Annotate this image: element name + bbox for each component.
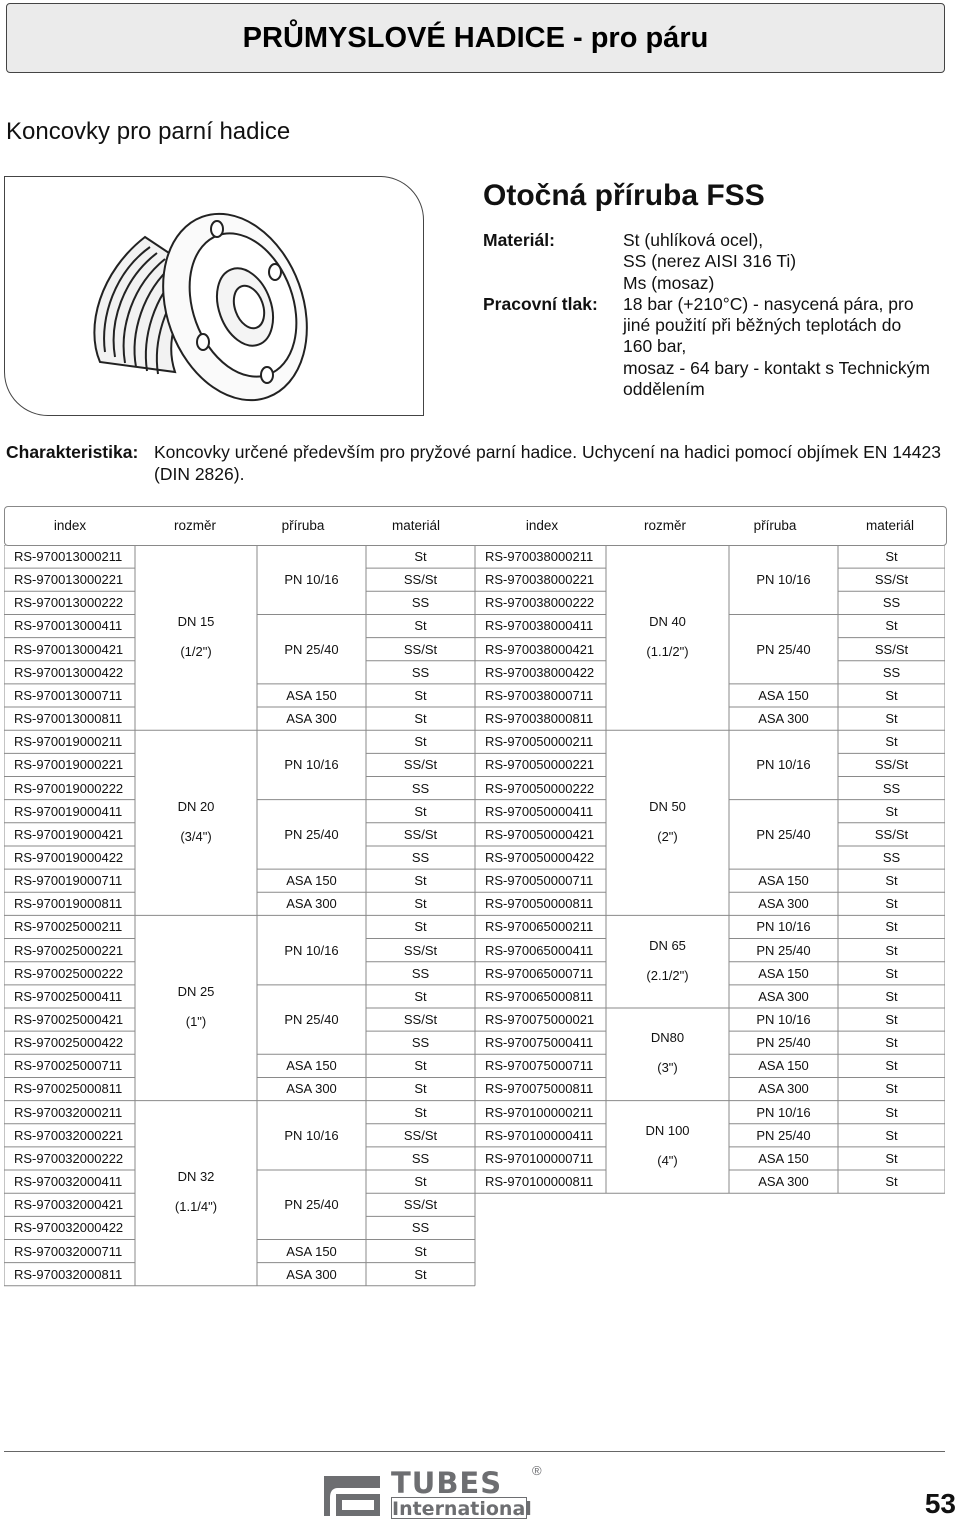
table-index-cell: RS-970038000711 [485, 687, 594, 703]
table-flange-cell: PN 10/16 [756, 1012, 811, 1027]
characteristics-label: Charakteristika: [6, 442, 139, 462]
logo-mark-icon [320, 1466, 386, 1520]
table-flange-cell: ASA 300 [286, 1081, 337, 1097]
table-index-cell: RS-970013000211 [14, 549, 123, 564]
table-index-cell: RS-970075000811 [485, 1081, 594, 1097]
table-material-cell: St [414, 919, 427, 935]
table-index-cell: RS-970013000411 [14, 618, 123, 634]
pressure-line: oddělením [623, 379, 705, 400]
table-material-cell: St [414, 618, 427, 634]
table-material-cell: St [885, 942, 898, 958]
col-header-size: rozměr [173, 518, 216, 533]
size-label: (1.1/4") [174, 1199, 218, 1215]
table-material-cell: St [885, 919, 898, 935]
table-flange-cell: PN 25/40 [284, 641, 339, 657]
table-material-cell: SS [411, 595, 430, 611]
material-label: Materiál: [483, 230, 555, 250]
table-material-cell: St [885, 711, 898, 727]
table-material-cell: St [885, 734, 898, 750]
table-flange-cell: ASA 150 [758, 1058, 809, 1074]
table-flange-cell: PN 10/16 [756, 1104, 811, 1120]
table-flange-cell: ASA 150 [758, 965, 809, 981]
col-header-size: rozměr [643, 518, 686, 533]
table-header [4, 506, 947, 546]
table-index-cell: RS-970032000411 [14, 1174, 123, 1190]
table-flange-cell: ASA 300 [758, 896, 809, 912]
table-flange-cell: PN 25/40 [756, 826, 811, 842]
table-index-cell: RS-970050000811 [485, 896, 594, 912]
table-flange-cell: ASA 300 [286, 1266, 337, 1282]
table-material-cell: SS/St [874, 826, 909, 842]
table-index-cell: RS-970019000421 [14, 826, 124, 842]
size-label: (3/4") [180, 828, 212, 844]
table-material-cell: St [885, 1127, 898, 1143]
table-flange-cell: ASA 150 [758, 687, 809, 703]
footer-divider [4, 1451, 945, 1452]
table-index-cell: RS-970075000021 [485, 1012, 595, 1027]
table-flange-cell: PN 25/40 [756, 641, 811, 657]
table-material-cell: St [414, 896, 427, 912]
section-title: Koncovky pro parní hadice [6, 118, 291, 145]
table-index-cell: RS-970025000211 [14, 919, 123, 935]
table-index-cell: RS-970013000422 [14, 664, 124, 680]
size-label: DN 100 [645, 1122, 690, 1138]
table-index-cell: RS-970013000711 [14, 687, 123, 703]
size-label: (4") [657, 1152, 678, 1168]
table-index-cell: RS-970038000222 [485, 595, 595, 611]
table-material-cell: St [885, 1058, 898, 1074]
table-material-cell: SS/St [403, 757, 438, 773]
table-material-cell: SS [411, 1220, 430, 1236]
registered-mark: ® [532, 1463, 542, 1478]
tubes-logo [320, 1463, 550, 1522]
table-material-cell: St [885, 803, 898, 819]
page-number: 53 [924, 1488, 956, 1519]
table-index-cell: RS-970032000421 [14, 1197, 124, 1213]
page-header [6, 3, 945, 73]
table-material-cell: St [885, 687, 898, 703]
size-label: (1/2") [180, 643, 212, 659]
table-material-cell: St [885, 549, 898, 564]
size-label: DN 32 [177, 1169, 215, 1185]
table-flange-cell: PN 10/16 [756, 572, 811, 588]
table-flange-cell: PN 10/16 [756, 919, 811, 935]
table-index-cell: RS-970019000221 [14, 757, 124, 773]
table-material-cell: SS [411, 1035, 430, 1051]
size-label: (1") [185, 1014, 207, 1029]
pressure-line: jiné použití při běžných teplotách do [623, 315, 902, 336]
flange-illustration [5, 177, 423, 415]
size-label: DN 25 [177, 984, 215, 999]
table-index-cell: RS-970050000211 [485, 734, 594, 750]
table-material-cell: St [414, 734, 427, 750]
table-index-cell: RS-970038000422 [485, 664, 595, 680]
table-index-cell: RS-970038000421 [485, 641, 595, 657]
table-index-cell: RS-970100000211 [485, 1104, 594, 1120]
table-flange-cell: ASA 300 [758, 711, 809, 727]
material-line: Ms (mosaz) [623, 272, 715, 293]
table-index-cell: RS-970013000811 [14, 711, 123, 727]
table-index-cell: RS-970025000221 [14, 942, 124, 958]
size-label: DN 40 [649, 613, 686, 629]
table-material-cell: St [414, 988, 427, 1004]
table-index-cell: RS-970013000421 [14, 641, 124, 657]
table-index-cell: RS-970050000422 [485, 849, 595, 865]
table-material-cell: SS [882, 780, 901, 796]
table-index-cell: RS-970019000811 [14, 896, 123, 912]
table-flange-cell: ASA 300 [286, 896, 337, 912]
table-index-cell: RS-970100000811 [485, 1174, 594, 1190]
table-index-cell: RS-970038000411 [485, 618, 594, 634]
table-flange-cell: PN 25/40 [756, 1035, 811, 1051]
table-index-cell: RS-970038000221 [485, 572, 595, 588]
table-material-cell: SS/St [403, 1012, 438, 1027]
col-header-material: materiál [391, 518, 440, 533]
pressure-line: 18 bar (+210°C) - nasycená pára, pro [623, 293, 914, 314]
table-material-cell: SS/St [403, 1127, 438, 1143]
table-flange-cell: PN 25/40 [284, 1012, 339, 1027]
table-index-cell: RS-970032000221 [14, 1127, 124, 1143]
table-index-cell: RS-970065000211 [485, 919, 594, 935]
table-material-cell: SS [411, 1150, 430, 1166]
table-index-cell: RS-970032000422 [14, 1220, 124, 1236]
size-label: (2.1/2") [646, 967, 689, 983]
table-flange-cell: PN 10/16 [284, 1127, 339, 1143]
table-index-cell: RS-970038000811 [485, 711, 594, 727]
table-material-cell: St [414, 1081, 427, 1097]
table-index-cell: RS-970065000411 [485, 942, 594, 958]
table-material-cell: St [414, 1243, 427, 1259]
table-flange-cell: ASA 300 [758, 988, 809, 1004]
material-values [623, 230, 953, 294]
table-flange-cell: ASA 300 [758, 1174, 809, 1190]
table-material-cell: SS [411, 780, 430, 796]
table-index-cell: RS-970032000811 [14, 1266, 123, 1282]
table-material-cell: SS/St [403, 1197, 438, 1213]
table-index-cell: RS-970100000411 [485, 1127, 594, 1143]
table-material-cell: St [885, 1150, 898, 1166]
table-index-cell: RS-970025000711 [14, 1058, 123, 1074]
table-index-cell: RS-970019000422 [14, 849, 124, 865]
table-index-cell: RS-970025000422 [14, 1035, 124, 1051]
table-index-cell: RS-970050000411 [485, 803, 594, 819]
pressure-line: mosaz - 64 bary - kontakt s Technickým [623, 357, 931, 378]
table-index-cell: RS-970019000411 [14, 803, 123, 819]
table-flange-cell: PN 25/40 [756, 1127, 811, 1143]
size-label: DN80 [650, 1030, 685, 1046]
size-label: DN 15 [177, 613, 215, 629]
table-index-cell: RS-970025000811 [14, 1081, 123, 1097]
table-flange-cell: ASA 150 [286, 1243, 337, 1259]
table-material-cell: St [885, 618, 898, 634]
table-flange-cell: PN 10/16 [284, 572, 339, 588]
table-material-cell: St [885, 1035, 898, 1051]
table-flange-cell: ASA 150 [286, 873, 337, 889]
size-label: DN 20 [177, 798, 215, 814]
table-material-cell: SS [882, 849, 901, 865]
table-material-cell: SS [411, 849, 430, 865]
table-flange-cell: PN 10/16 [284, 757, 339, 773]
table-material-cell: St [414, 803, 427, 819]
table-flange-cell: ASA 150 [758, 873, 809, 889]
table-index-cell: RS-970075000711 [485, 1058, 594, 1074]
table-index-cell: RS-970025000222 [14, 965, 124, 981]
table-material-cell: SS/St [874, 757, 909, 773]
table-material-cell: SS/St [403, 641, 438, 657]
col-header-material: materiál [865, 518, 914, 533]
table-material-cell: St [885, 988, 898, 1004]
table-material-cell: St [414, 687, 427, 703]
table-material-cell: SS [411, 965, 430, 981]
size-label: (3") [657, 1060, 678, 1076]
table-material-cell: St [414, 549, 427, 564]
table-material-cell: SS/St [403, 826, 438, 842]
characteristics-text: Koncovky určené především pro pryžové parní hadice. Uchycení na hadici pomocí objímek EN 14423 (DIN 2826). [154, 442, 941, 484]
logo-sub-text: International [392, 1498, 532, 1520]
table-material-cell: St [414, 1174, 427, 1190]
table-index-cell: RS-970019000222 [14, 780, 124, 796]
size-label: (1.1/2") [646, 643, 689, 659]
characteristics [6, 441, 954, 485]
table-flange-cell: PN 10/16 [756, 757, 811, 773]
material-line: St (uhlíková ocel), [623, 230, 764, 250]
table-index-cell: RS-970050000221 [485, 757, 595, 773]
pressure-label: Pracovní tlak: [483, 293, 598, 314]
table-index-cell: RS-970013000221 [14, 572, 124, 588]
table-index-cell: RS-970075000411 [485, 1035, 594, 1051]
table-index-cell: RS-970019000211 [14, 734, 123, 750]
table-material-cell: SS/St [874, 572, 909, 588]
pressure-values [623, 294, 953, 400]
product-image-frame [4, 176, 424, 416]
table-flange-cell: ASA 300 [758, 1081, 809, 1097]
table-material-cell: SS [882, 595, 901, 611]
logo-main-text: TUBES [391, 1466, 503, 1500]
table-flange-cell: ASA 150 [758, 1150, 809, 1166]
table-material-cell: St [414, 1266, 427, 1282]
product-specs [483, 230, 953, 400]
material-line: SS (nerez AISI 316 Ti) [623, 251, 797, 272]
table-flange-cell: ASA 150 [286, 1058, 337, 1074]
product-table [4, 545, 945, 1285]
table-index-cell: RS-970032000711 [14, 1243, 123, 1259]
table-index-cell: RS-970050000711 [485, 873, 594, 889]
table-index-cell: RS-970032000211 [14, 1104, 123, 1120]
table-index-cell: RS-970025000411 [14, 988, 123, 1004]
table-flange-cell: PN 25/40 [284, 826, 339, 842]
table-index-cell: RS-970025000421 [14, 1012, 124, 1027]
page-title: PRŮMYSLOVÉ HADICE - pro páru [242, 21, 709, 54]
table-material-cell: SS/St [403, 942, 438, 958]
product-title: Otočná příruba FSS [483, 179, 765, 212]
table-index-cell: RS-970065000811 [485, 988, 594, 1004]
col-header-flange: příruba [753, 518, 797, 533]
size-label: DN 50 [649, 798, 686, 814]
table-material-cell: SS [411, 664, 430, 680]
table-index-cell: RS-970100000711 [485, 1150, 594, 1166]
table-material-cell: St [885, 873, 898, 889]
table-flange-cell: ASA 300 [286, 711, 337, 727]
table-index-cell: RS-970065000711 [485, 965, 594, 981]
size-label: DN 65 [649, 937, 686, 953]
table-material-cell: St [885, 896, 898, 912]
pressure-spec [483, 294, 953, 400]
table-flange-cell: PN 25/40 [284, 1197, 339, 1213]
col-header-index: index [53, 518, 87, 533]
table-flange-cell: ASA 150 [286, 687, 337, 703]
table-index-cell: RS-970019000711 [14, 873, 123, 889]
table-material-cell: St [414, 1104, 427, 1120]
table-material-cell: St [414, 1058, 427, 1074]
pressure-line: 160 bar, [623, 336, 687, 357]
table-index-cell: RS-970032000222 [14, 1150, 124, 1166]
col-header-flange: příruba [281, 518, 325, 533]
size-label: (2") [657, 828, 678, 844]
table-index-cell: RS-970050000421 [485, 826, 595, 842]
table-material-cell: SS/St [874, 641, 909, 657]
table-index-cell: RS-970013000222 [14, 595, 124, 611]
table-material-cell: SS/St [403, 572, 438, 588]
table-material-cell: St [885, 1104, 898, 1120]
table-material-cell: St [414, 711, 427, 727]
material-spec [483, 230, 953, 294]
table-flange-cell: PN 25/40 [756, 942, 811, 958]
table-material-cell: St [885, 1081, 898, 1097]
col-header-index: index [525, 518, 559, 533]
table-material-cell: St [885, 1012, 898, 1027]
table-material-cell: St [885, 965, 898, 981]
table-index-cell: RS-970038000211 [485, 549, 594, 564]
table-flange-cell: PN 10/16 [284, 942, 339, 958]
table-material-cell: St [885, 1174, 898, 1190]
table-material-cell: SS [882, 664, 901, 680]
table-material-cell: St [414, 873, 427, 889]
table-index-cell: RS-970050000222 [485, 780, 595, 796]
